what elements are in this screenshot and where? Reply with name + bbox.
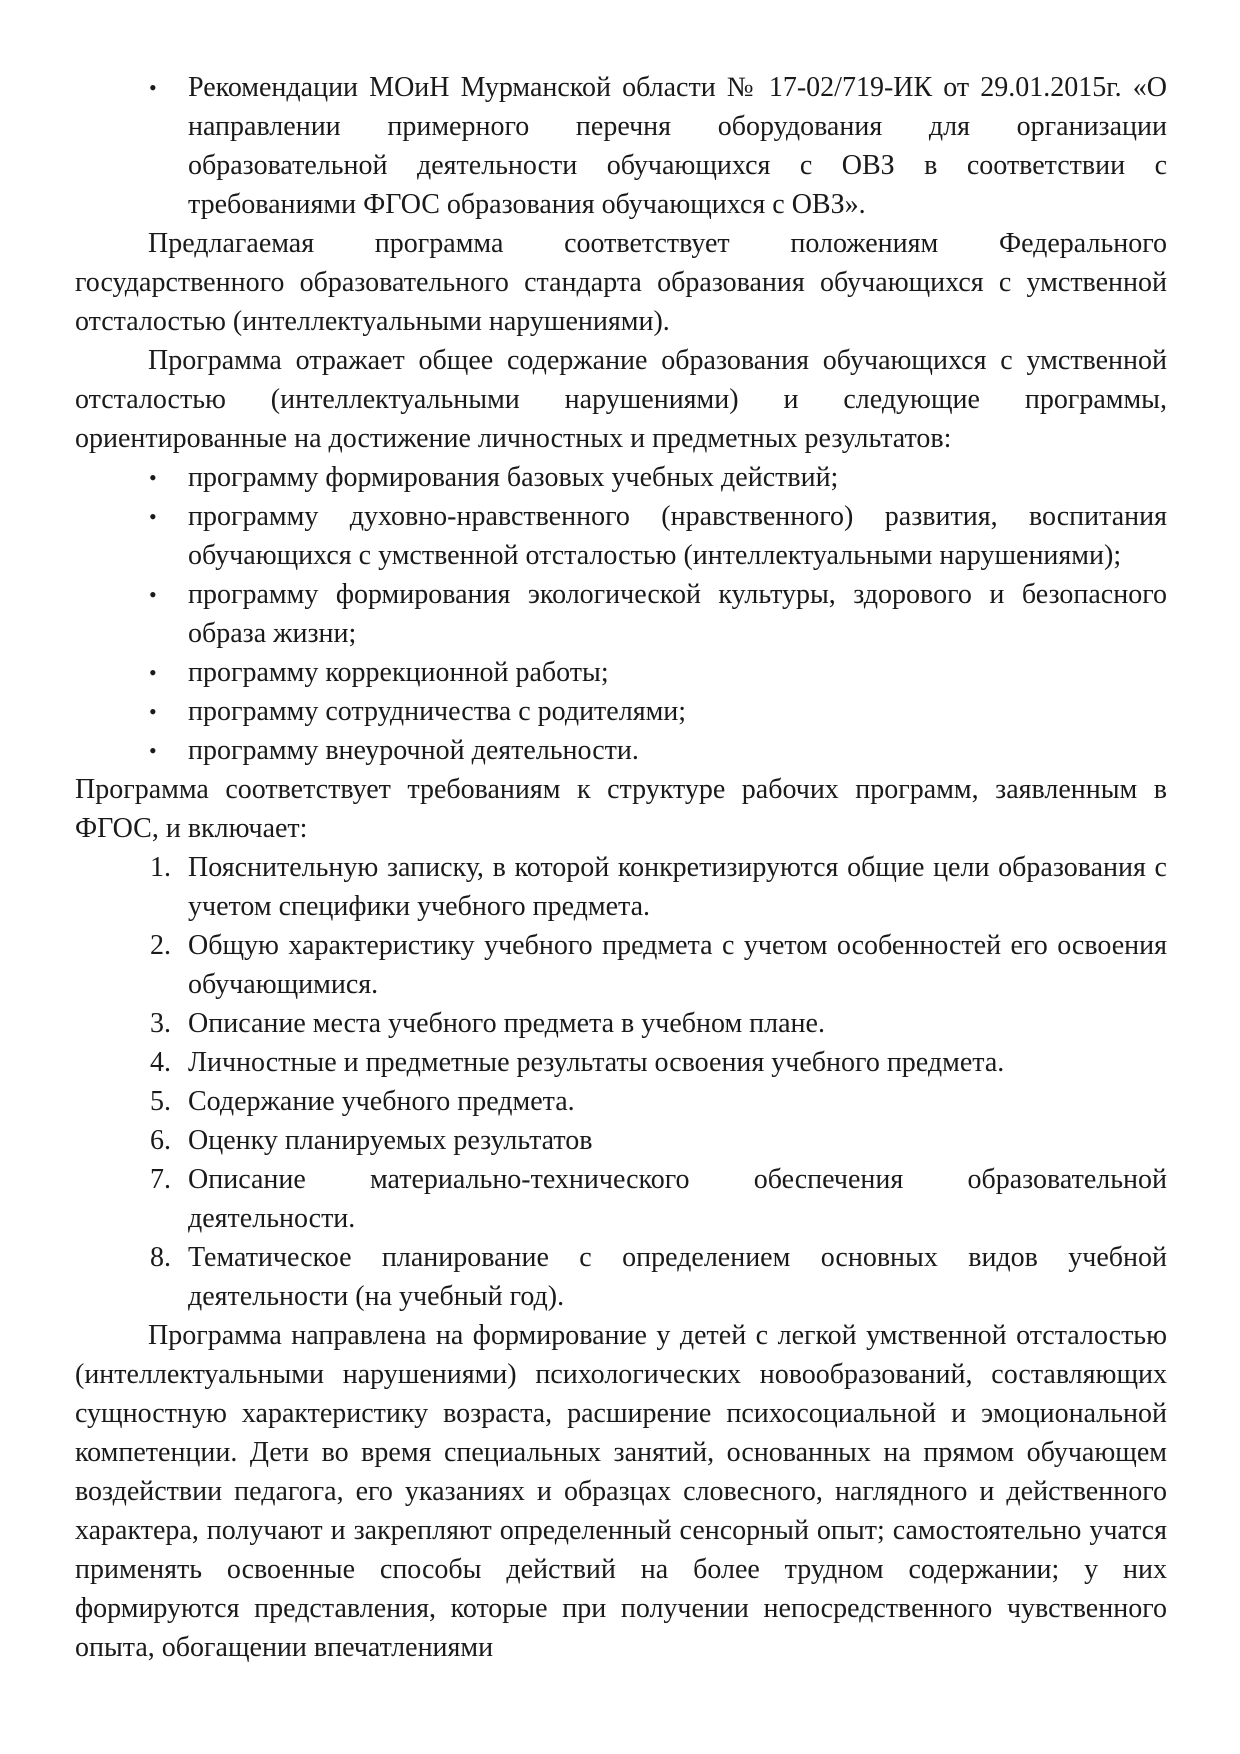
list-number: 7.: [150, 1164, 171, 1195]
list-item: [75, 731, 1167, 770]
list-item: [75, 575, 1167, 653]
list-item-text: Рекомендации МОиН Мурманской области № 17-02/719-ИК от 29.01.2015г. «О направлении примерного перечня оборудования для организации образовательной деятельности обучающихся с ОВЗ в соответствии с требованиями ФГОС образования обучающихся с ОВЗ».: [188, 72, 1167, 220]
bullet-marker: •: [149, 582, 157, 607]
structure-numbered-list: [75, 848, 1167, 1316]
list-item: [75, 497, 1167, 575]
list-item: [75, 692, 1167, 731]
list-item-text: Оценку планируемых результатов: [188, 1125, 593, 1156]
list-item-text: программу формирования базовых учебных действий;: [188, 462, 839, 493]
list-number: 3.: [150, 1008, 171, 1039]
document-page: [75, 68, 1167, 1667]
list-item-text: программу формирования экологической культуры, здорового и безопасного образа жизни;: [188, 579, 1167, 649]
list-item: [75, 926, 1167, 1004]
list-item-text: программу духовно-нравственного (нравственного) развития, воспитания обучающихся с умственной отсталостью (интеллектуальными нарушениями);: [188, 501, 1167, 571]
bullet-marker: •: [149, 465, 157, 490]
list-item: [75, 458, 1167, 497]
list-item: [75, 1004, 1167, 1043]
list-item: [75, 1238, 1167, 1316]
list-item: [75, 68, 1167, 224]
list-item-text: программу сотрудничества с родителями;: [188, 696, 687, 727]
list-item-text: Описание места учебного предмета в учебном плане.: [188, 1008, 825, 1039]
list-item-text: Пояснительную записку, в которой конкретизируются общие цели образования с учетом специфики учебного предмета.: [188, 852, 1167, 922]
list-item: [75, 1082, 1167, 1121]
bullet-marker: •: [149, 660, 157, 685]
list-item-text: Общую характеристику учебного предмета с учетом особенностей его освоения обучающимися.: [188, 930, 1167, 1000]
list-number: 8.: [150, 1242, 171, 1273]
list-item-text: Тематическое планирование с определением основных видов учебной деятельности (на учебный год).: [188, 1242, 1167, 1312]
list-item-text: программу коррекционной работы;: [188, 657, 609, 688]
list-item-text: Описание материально-технического обеспечения образовательной деятельности.: [188, 1164, 1167, 1234]
paragraph-direction: Программа направлена на формирование у детей с легкой умственной отсталостью (интеллектуальными нарушениями) психологических новообразований, составляющих сущностную характеристику возраста, расширение психосоциальной и эмоциональной компетенции. Дети во время специальных занятий, основанных на прямом обучающем воздействии педагога, его указаниях и образцах словесного, наглядного и действенного характера, получают и закрепляют определенный сенсорный опыт; самостоятельно учатся применять освоенные способы действий на более трудном содержании; у них формируются представления, которые при получении непосредственного чувственного опыта, обогащении впечатлениями: [75, 1320, 1167, 1663]
programs-bullet-list: [75, 458, 1167, 770]
intro-bullet-list: [75, 68, 1167, 224]
list-item: [75, 653, 1167, 692]
list-item: [75, 1121, 1167, 1160]
list-number: 5.: [150, 1086, 171, 1117]
list-number: 4.: [150, 1047, 171, 1078]
bullet-marker: •: [149, 738, 157, 763]
list-item: [75, 1043, 1167, 1082]
list-number: 1.: [150, 852, 171, 883]
list-item: [75, 1160, 1167, 1238]
bullet-marker: •: [149, 699, 157, 724]
bullet-marker: •: [149, 504, 157, 529]
paragraph-content: Программа отражает общее содержание образования обучающихся с умственной отсталостью (интеллектуальными нарушениями) и следующие программы, ориентированные на достижение личностных и предметных результатов:: [75, 345, 1167, 454]
paragraph-structure: Программа соответствует требованиям к структуре рабочих программ, заявленным в ФГОС, и включает:: [75, 774, 1167, 844]
list-number: 2.: [150, 930, 171, 961]
list-item-text: программу внеурочной деятельности.: [188, 735, 639, 766]
list-item-text: Личностные и предметные результаты освоения учебного предмета.: [188, 1047, 1005, 1078]
list-item-text: Содержание учебного предмета.: [188, 1086, 575, 1117]
list-item: [75, 848, 1167, 926]
list-number: 6.: [150, 1125, 171, 1156]
paragraph-standard: Предлагаемая программа соответствует положениям Федерального государственного образовательного стандарта образования обучающихся с умственной отсталостью (интеллектуальными нарушениями).: [75, 228, 1167, 337]
bullet-marker: •: [149, 75, 157, 100]
